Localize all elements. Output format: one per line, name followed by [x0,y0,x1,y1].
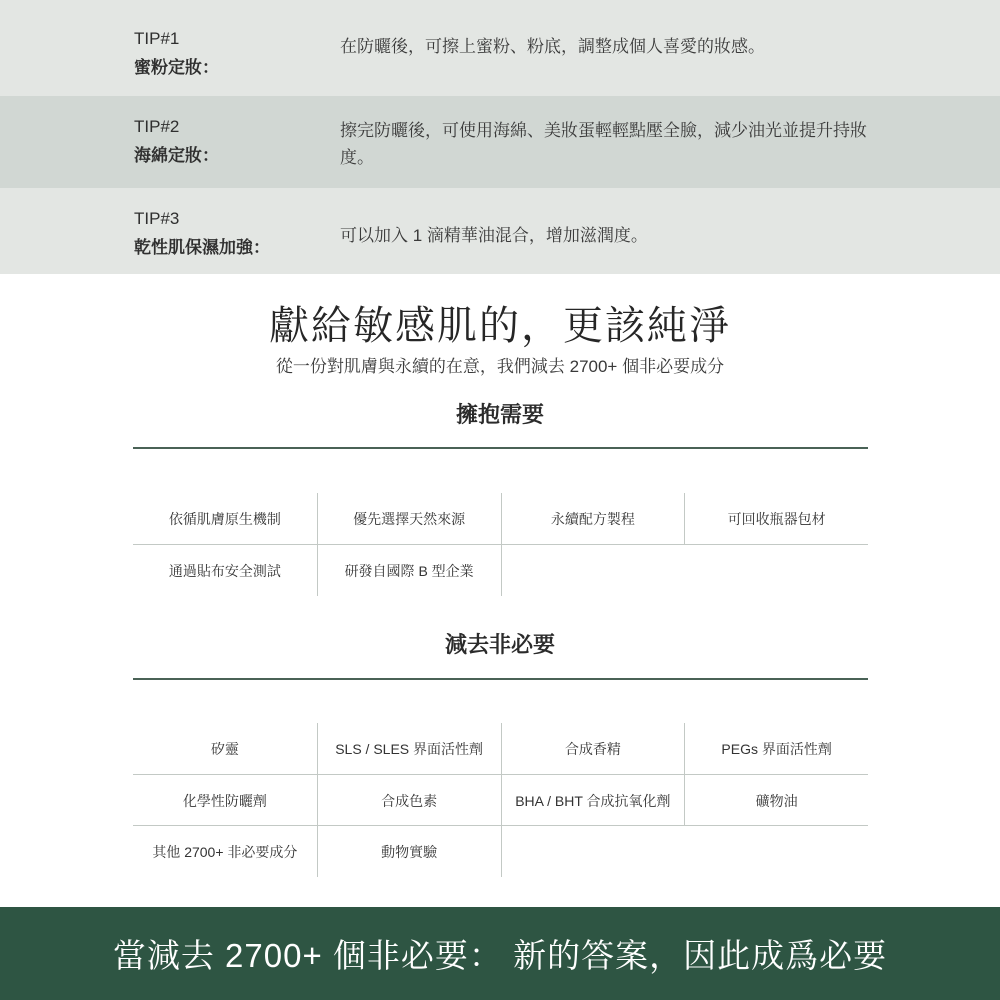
tip-number: TIP#1 [134,29,180,48]
grid-row [133,825,868,876]
grid-cell: 研發自國際 B 型企業 [317,545,501,596]
grid-cell: 動物實驗 [317,826,501,877]
grid-cell: 矽靈 [210,740,239,757]
grid-cell: 優先選擇天然來源 [317,493,501,544]
bottom-banner [0,907,1000,1000]
grid-cell: 永續配方製程 [501,493,685,544]
tip-name: 蜜粉定妝： [134,58,219,77]
tip-number: TIP#2 [134,117,180,136]
banner-text: 當減去 2700+ 個非必要： 新的答案，因此成爲必要 [112,937,888,974]
tip-block-2 [0,96,1000,188]
grid-cell: 通過貼布安全測試 [168,562,281,579]
grid-cell: 可回收瓶器包材 [684,493,868,544]
grid-cell: 化學性防曬劑 [182,792,267,809]
grid-row [133,544,868,595]
tip-label [134,112,219,170]
grid-cell: 合成香精 [501,723,685,774]
section-divider [133,447,868,449]
grid-row [133,493,868,544]
tip-label [134,24,219,82]
grid-cell: 依循肌膚原生機制 [168,510,281,527]
tip-description: 在防曬後，可擦上蜜粉、粉底，調整成個人喜愛的妝感。 [340,37,765,56]
tip-description: 擦完防曬後，可使用海綿、美妝蛋輕輕點壓全臉，減少油光並提升持妝度。 [340,121,867,167]
page-subtitle: 從一份對肌膚與永續的在意，我們減去 2700+ 個非必要成分 [275,357,725,376]
section-divider [133,678,868,680]
tip-description: 可以加入 1 滴精華油混合，增加滋潤度。 [340,226,648,245]
grid-cell: BHA / BHT 合成抗氧化劑 [501,775,685,826]
grid-row [133,774,868,825]
section-title-embrace: 擁抱需要 [455,402,544,427]
tip-block-3 [0,188,1000,274]
remove-grid [133,723,868,876]
page-title: 獻給敏感肌的，更該純淨 [269,304,731,348]
tip-number: TIP#3 [134,209,180,228]
embrace-grid [133,493,868,595]
section-title-remove: 減去非必要 [444,632,555,657]
grid-cell: 合成色素 [317,775,501,826]
grid-cell: PEGs 界面活性劑 [684,723,868,774]
grid-cell-empty [501,826,685,877]
tip-name: 乾性肌保濕加強： [134,238,270,257]
grid-cell: SLS / SLES 界面活性劑 [317,723,501,774]
grid-cell: 其他 2700+ 非必要成分 [152,843,298,860]
grid-cell: 礦物油 [684,775,868,826]
grid-row [133,723,868,774]
tip-block-1 [0,0,1000,96]
tip-label [134,204,270,262]
tip-name: 海綿定妝： [134,146,219,165]
grid-cell-empty [501,545,685,596]
